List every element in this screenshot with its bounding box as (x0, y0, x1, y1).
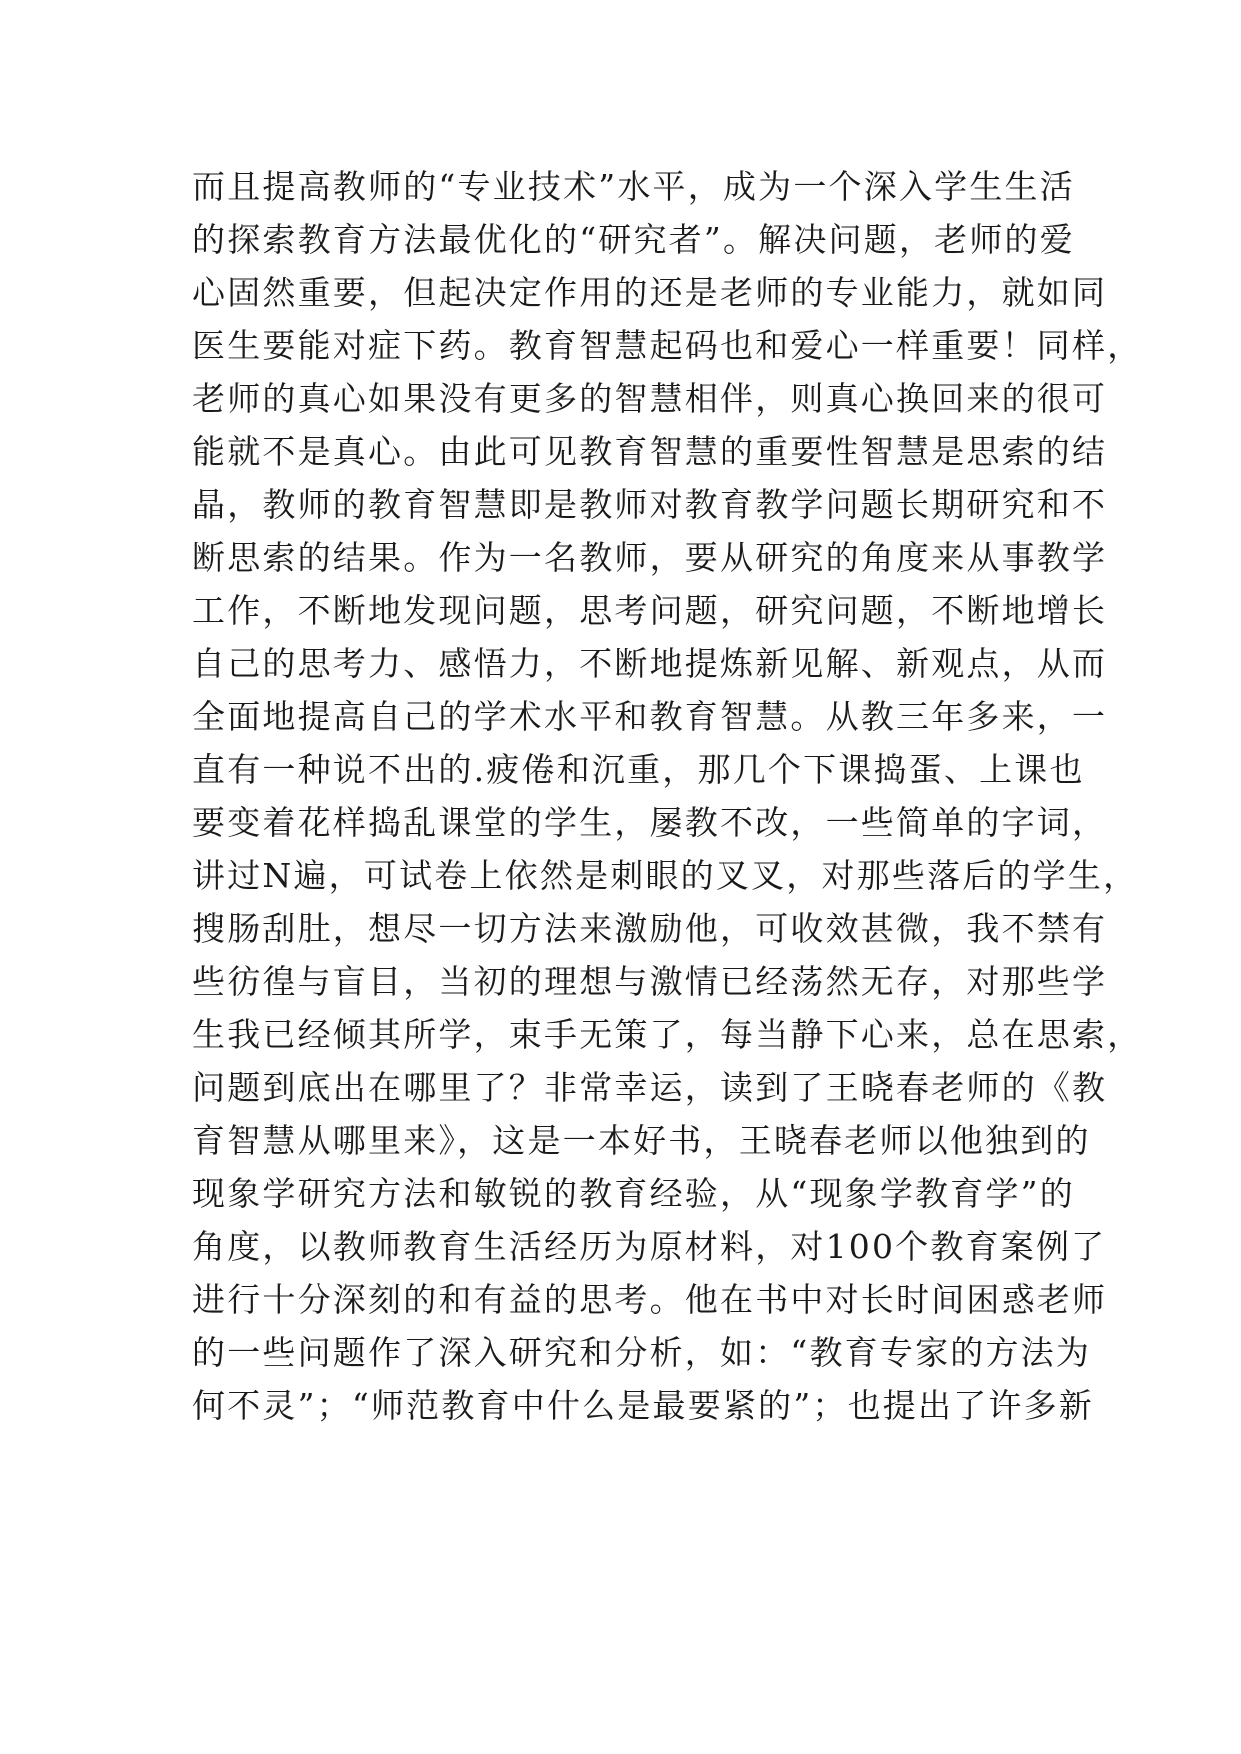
text-line: 些彷徨与盲目，当初的理想与激情已经荡然无存，对那些学 (192, 962, 1108, 1001)
text-line: 晶，教师的教育智慧即是教师对教育教学问题长期研究和不 (192, 485, 1108, 524)
text-line: 而且提高教师的“专业技术”水平，成为一个深入学生生活 (192, 167, 1075, 206)
text-line: 角度，以教师教育生活经历为原材料，对100个教育案例了 (192, 1227, 1107, 1266)
text-line: 心固然重要，但起决定作用的还是老师的专业能力，就如同 (192, 273, 1108, 312)
text-line: 直有一种说不出的.疲倦和沉重，那几个下课捣蛋、上课也 (192, 750, 1085, 789)
text-line: 育智慧从哪里来》，这是一本好书，王晓春老师以他独到的 (192, 1121, 1091, 1160)
text-line: 的一些问题作了深入研究和分析，如：“教育专家的方法为 (192, 1333, 1092, 1372)
text-line: 的探索教育方法最优化的“研究者”。解决问题，老师的爱 (192, 220, 1075, 259)
text-line: 现象学研究方法和敏锐的教育经验，从“现象学教育学”的 (192, 1174, 1075, 1213)
text-line: 工作，不断地发现问题，思考问题，研究问题，不断地增长 (192, 591, 1108, 630)
text-line: 要变着花样捣乱课堂的学生，屡教不改，一些简单的字词， (192, 803, 1108, 842)
text-line: 何不灵”；“师范教育中什么是最要紧的”；也提出了许多新 (192, 1386, 1095, 1425)
text-line: 断思索的结果。作为一名教师，要从研究的角度来从事教学 (192, 538, 1108, 577)
text-line: 自己的思考力、感悟力，不断地提炼新见解、新观点，从而 (192, 644, 1108, 683)
text-line: 讲过N遍，可试卷上依然是刺眼的叉叉，对那些落后的学生， (192, 856, 1139, 895)
text-line: 进行十分深刻的和有益的思考。他在书中对长时间困惑老师 (192, 1280, 1108, 1319)
text-line: 老师的真心如果没有更多的智慧相伴，则真心换回来的很可 (192, 379, 1108, 418)
text-line: 生我已经倾其所学，束手无策了，每当静下心来，总在思索， (192, 1015, 1143, 1054)
text-line: 问题到底出在哪里了？非常幸运，读到了王晓春老师的《教 (192, 1068, 1108, 1107)
text-line: 医生要能对症下药。教育智慧起码也和爱心一样重要！同样， (192, 326, 1143, 365)
body-text (192, 160, 1143, 1432)
text-line: 能就不是真心。由此可见教育智慧的重要性智慧是思索的结 (192, 432, 1108, 471)
text-line: 搜肠刮肚，想尽一切方法来激励他，可收效甚微，我不禁有 (192, 909, 1108, 948)
text-line: 全面地提高自己的学术水平和教育智慧。从教三年多来，一 (192, 697, 1108, 736)
